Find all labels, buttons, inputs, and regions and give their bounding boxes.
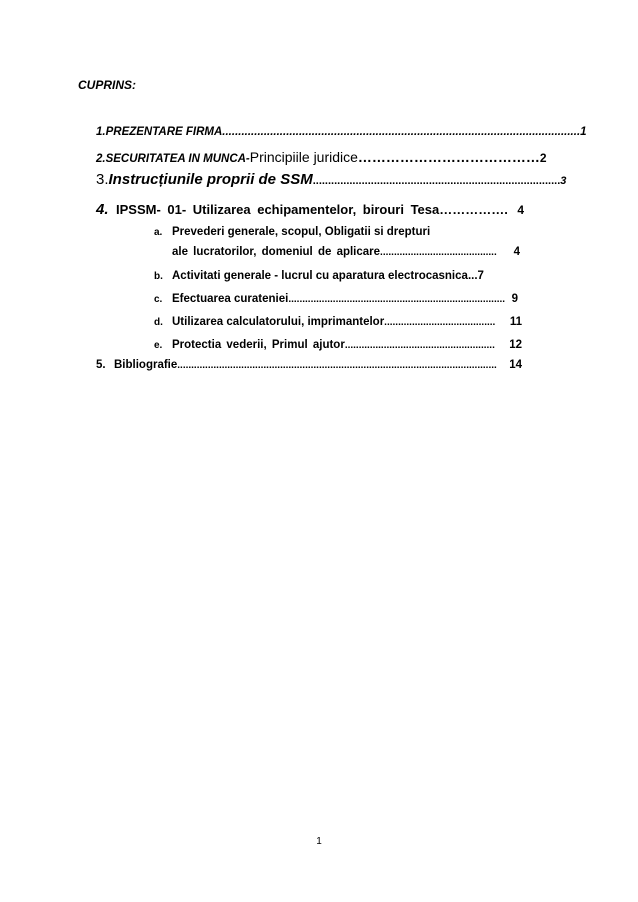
toc-leader: ………………………………… [357,149,540,165]
toc-entry-title: Instrucțiunile proprii de SSM [108,171,313,188]
toc-page-number: 9 [511,293,518,305]
toc-entry-a-continued[interactable] [172,246,520,258]
toc-page-number: 12 [509,339,522,351]
toc-page-number: 7 [477,270,484,282]
toc-entry-4[interactable] [96,201,524,218]
toc-entry-c[interactable] [154,293,518,305]
toc-entry-title: IPSSM- 01- Utilizarea echipamentelor, birouri Tesa [116,202,440,217]
toc-entry-e[interactable] [154,339,522,351]
toc-entry-number: 4. [96,201,109,218]
toc-leader: ................................................................................................................ [222,126,581,138]
toc-entry-title: Prevederi generale, scopul, Obligatii si drepturi [172,226,431,238]
toc-page-number: 14 [509,359,522,371]
toc-entry-number: e. [154,340,163,351]
toc-leader: .............................................................................. [288,294,506,305]
footer-page-number: 1 [316,836,322,847]
toc-entry-number: 5. [96,359,106,371]
toc-entry-3[interactable] [96,171,567,188]
toc-page-number: 4 [513,246,520,258]
toc-entry-number: 1. [96,126,106,138]
toc-entry-title: PREZENTARE FIRMA [105,126,223,138]
toc-entry-1[interactable] [96,126,587,138]
toc-entry-number: d. [154,317,163,328]
toc-leader: ……………. [439,202,508,217]
toc-entry-number: 3. [96,171,109,188]
toc-leader: .......................................... [380,247,497,258]
toc-leader: ... [467,270,478,282]
toc-entry-number: a. [154,227,163,238]
toc-entry-2[interactable] [96,149,547,165]
toc-entry-d[interactable] [154,316,522,328]
toc-entry-title: Efectuarea curateniei [172,293,289,305]
toc-leader: ...................................................... [344,340,495,351]
toc-entry-b[interactable] [154,270,524,282]
toc-entry-title: Bibliografie [114,359,178,371]
toc-entry-title-rest: Principiile juridice [249,149,358,165]
toc-entry-number: 2. [96,153,106,165]
toc-entry-title: ale lucratorilor, domeniul de aplicare [172,246,381,258]
toc-entry-5[interactable] [96,359,522,371]
toc-entry-title: Protectia vederii, Primul ajutor [172,339,345,351]
toc-page-number: 3 [560,175,567,187]
toc-leader: ........................................ [384,317,496,328]
toc-entry-title: Utilizarea calculatorului, imprimantelor [172,316,385,328]
toc-page-number: 4 [517,203,524,217]
toc-entry-title: Activitati generale - lucrul cu aparatura electrocasnica [172,270,468,282]
toc-page-number: 1 [580,126,587,138]
toc-entry-number: b. [154,271,163,282]
toc-page-number: 11 [509,316,522,328]
toc-heading: CUPRINS: [78,78,137,92]
toc-leader: ................................................................................. [312,175,561,187]
toc-page-number: 2 [539,151,547,165]
toc-entry-number: c. [154,294,163,305]
toc-leader: ................................................................................................................... [177,360,497,371]
toc-entry-a[interactable] [154,226,534,238]
toc-entry-title: SECURITATEA IN MUNCA- [105,153,250,165]
